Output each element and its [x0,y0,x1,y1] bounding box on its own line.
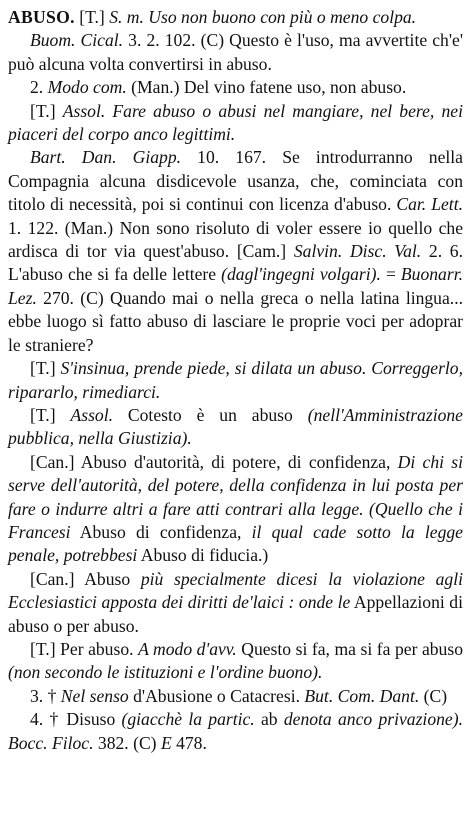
phrase: Abuso d'autorità, di potere, di confidenza, [80,451,398,472]
tag: [T.] [30,100,63,121]
citation-source: Bocc. Filoc. [8,732,94,753]
citation-text: 2. 6. L'abuso che si fa delle lettere [8,241,464,285]
sense-label: Assol. [70,404,113,425]
sense-number: 4. † [30,709,67,730]
citation-text: 382. (C) [93,732,161,753]
phrase: Abuso di confidenza, [70,521,252,542]
tag: [T.] [30,358,61,379]
citation-source: E [160,732,172,753]
sense-assol [8,100,463,147]
separator: = [380,264,401,285]
phrase: Disuso [66,709,122,730]
tag: [T.] [30,638,61,659]
phrase: Questo si fa, ma si fa per abuso [236,638,463,659]
sense-per-abuso [8,638,463,685]
citation-text: 3. 2. 102. (C) Questo è l'uso, ma avvertite ch'e' può alcuna volta convertirsi in abuso. [8,30,463,74]
citation-text: 10. 167. Se introdurranno nella Compagnia alcuna disdicevole usanza, che, cominciata con titolo di necessità, poi si continui con licenza d'abuso. [8,147,463,215]
gloss: (non secondo le istituzioni e l'ordine buono). [8,662,323,683]
headword: ABUSO. [8,7,75,27]
gloss: (nell'Amministrazione pubblica, nella Giustizia). [8,404,463,449]
sense-2 [8,76,463,99]
phrase: Per abuso. [60,638,139,659]
sense-3 [8,685,463,708]
sense-text: S'insinua, prende piede, si dilata un abuso. Correggerlo, ripararlo, rimediarci. [8,358,463,402]
sense-insinua [8,357,463,404]
sense-abuso-ecclesiastici [8,568,463,638]
phrase: ab [254,709,284,730]
gloss: Di chi si serve dell'autorità, del potere, della confidenza in lui posta per fare o indurre altri a fare atti contrari alla legge. (Quello che i Francesi [8,451,463,542]
sense-text: Assol. Fare abuso o abusi nel mangiare, nel bere, nei piaceri del corpo anco legittimi. [8,100,463,145]
citation-text: (C) [419,685,448,706]
entry-header [8,6,463,29]
citation-source: Bart. Dan. Giapp. [30,147,182,168]
sense-number: 2. [30,77,48,98]
tag: [Can.] [30,568,85,589]
sense-4 [8,708,463,755]
citation-text: 478. [171,732,207,753]
phrase: Appellazioni di abuso o per abuso. [8,592,463,636]
sense-assol-2 [8,404,463,451]
sense-text: (Man.) Del vino fatene uso, non abuso. [126,77,407,98]
gloss: denota anco privazione). [283,709,463,730]
gloss: Nel senso [60,685,129,706]
gloss: il qual cade sotto la legge penale, potrebbesi [8,521,463,566]
gloss: (giacchè la partic. [121,709,255,730]
citation-paragraph-1 [8,29,463,76]
gloss: più specialmente dicesi la violazione agli Ecclesiastici apposta dei diritti de'laici : onde le [8,568,464,613]
sense-label: Modo com. [47,77,127,98]
tag: [Can.] [30,451,81,472]
phrase: Abuso di fiducia.) [137,545,269,566]
register-tag: [T.] [74,7,110,27]
citation-text: 1. 122. (Man.) Non sono risoluto di voler essere io quello che ardisca di tor via quest'abuso. [Cam.] [8,217,463,262]
citations-block [8,146,463,357]
sense-abuso-autorita [8,451,463,568]
citation-source: Car. Lett. [396,194,463,215]
citation-source: Buom. Cical. [30,30,124,51]
definition: S. m. Uso non buono con più o meno colpa. [109,7,417,27]
sense-number: 3. † [30,685,61,706]
citation-source: Salvin. Disc. Val. [293,241,422,262]
citation-source: Buonarr. Lez. [8,264,463,308]
gloss: A modo d'avv. [138,638,237,659]
citation-source: But. Com. Dant. [304,685,420,706]
citation-text: 270. (C) Quando mai o nella greca o nella latina lingua... ebbe luogo sì fatto abuso di lasciare le proprie voci per adoprar le straniere? [8,287,463,355]
phrase: d'Abusione o Catacresi. [128,685,305,706]
phrase: Abuso [84,568,141,589]
tag: [T.] [30,404,71,425]
gloss: (dagl'ingegni volgari). [221,264,381,285]
sense-text: Cotesto è un abuso [113,404,308,425]
